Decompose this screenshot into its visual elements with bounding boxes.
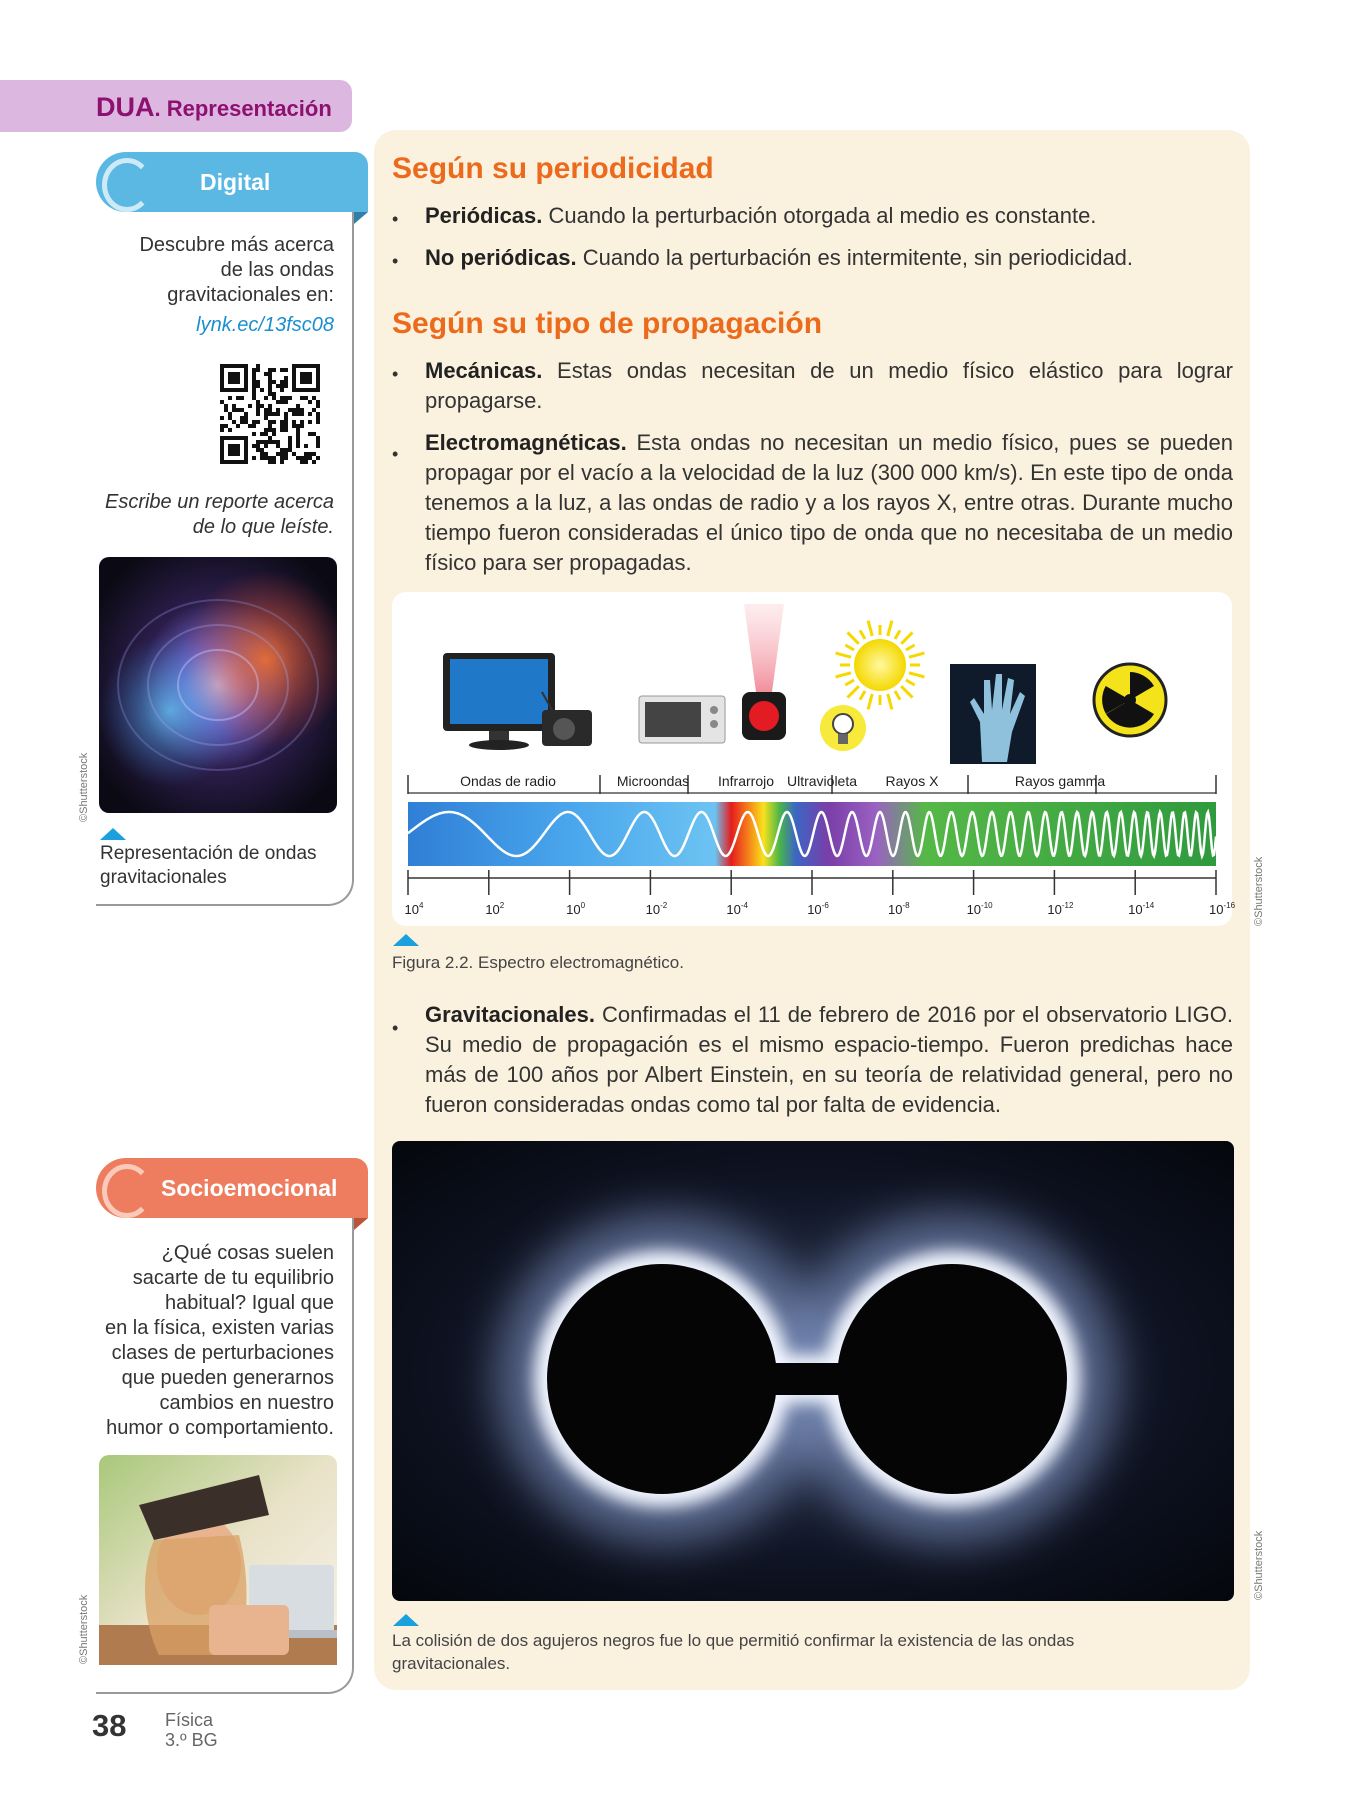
spectrum-region-label: Ultravioleta [786, 773, 858, 789]
image-credit: ©Shutterstock [78, 1594, 90, 1664]
gravitational-waves-image [99, 557, 337, 813]
bullet-icon: • [392, 1018, 399, 1038]
axis-tick-label: $10^4$ [404, 901, 424, 917]
bullet-gravitational: Gravitacionales. Confirmadas el 11 de febrero de 2016 por el observatorio LIGO. Su medio de propagación es el mismo espacio-tiempo. Fueron predichas hace más de 100 años por Albert Einstein, en su teoría de relatividad general, pero no fueron consideradas ondas como tal por falta de evidencia. [425, 1002, 1233, 1117]
image-credit: ©Shutterstock [78, 752, 90, 822]
x-ray-hand-icon [950, 664, 1036, 764]
subject-label: Física 3.º BG [165, 1710, 218, 1750]
bullet-non-periodic: No periódicas. Cuando la perturbación es intermitente, sin periodicidad. [425, 245, 1134, 270]
bullet-periodic: Periódicas. Cuando la perturbación otorgada al medio es constante. [425, 203, 1097, 228]
image-credit: ©Shutterstock [1253, 856, 1265, 926]
sun-icon [836, 621, 925, 710]
digital-text: Descubre más acerca de las ondas gravitacionales en: [139, 234, 334, 306]
socio-title: Socioemocional [161, 1175, 338, 1201]
spectrum-region-label: Ondas de radio [460, 773, 556, 789]
section-title-periodicity: Según su periodicidad [392, 152, 714, 185]
laser-icon [742, 604, 786, 740]
bullet-icon: • [392, 444, 399, 464]
radiation-icon [1094, 664, 1166, 736]
caption-marker-icon [100, 828, 126, 840]
axis-tick-label: $10^{-14}$ [1128, 901, 1155, 917]
stressed-student-photo [99, 1455, 337, 1665]
qr-code-icon[interactable] [220, 364, 320, 464]
caption-marker-icon [393, 934, 419, 946]
spectrum-region-label: Infrarrojo [717, 773, 775, 789]
microwave-oven-icon [639, 696, 725, 743]
axis-tick-label: $10^{-8}$ [888, 901, 910, 917]
axis-tick-label: $10^2$ [485, 901, 505, 917]
digital-title: Digital [200, 169, 271, 195]
digital-logo-icon [102, 158, 152, 212]
axis-tick-label: $10^{-12}$ [1047, 901, 1074, 917]
television-icon [443, 653, 555, 750]
figure-caption: Figura 2.2. Espectro electromagnético. [392, 953, 684, 972]
socio-text: ¿Qué cosas suelen sacarte de tu equilibrio habitual? Igual que en la física, existen varias clases de perturbaciones que pueden generarnos cambios en nuestro humor o comportamiento. [105, 1242, 334, 1439]
axis-tick-label: $10^{-6}$ [807, 901, 829, 917]
light-bulb-icon [820, 705, 866, 751]
spectrum-region-label: Rayos X [885, 773, 939, 789]
electromagnetic-spectrum-diagram [392, 592, 1236, 926]
page-number: 38 [92, 1708, 127, 1743]
bullet-icon: • [392, 364, 399, 384]
caption-marker-icon [393, 1614, 419, 1626]
image-credit: ©Shutterstock [1253, 1530, 1265, 1600]
socio-logo-icon [102, 1164, 152, 1218]
axis-tick-label: $10^{-2}$ [645, 901, 668, 917]
axis-tick-label: $10^{-10}$ [966, 901, 993, 917]
spectrum-region-label: Microondas [616, 773, 690, 789]
bullet-electromagnetic: Electromagnéticas. Esta ondas no necesitan un medio físico, pues se pueden propagar por el vacío a la velocidad de la luz (300 000 km/s). En este tipo de onda tenemos a la luz, a las ondas de radio y a los rayos X, entre otras. Durante mucho tiempo fueron consideradas el único tipo de onda que no necesitaba de un medio físico para ser propagadas. [425, 430, 1233, 575]
socio-header [96, 1158, 368, 1218]
digital-task: Escribe un reporte acerca de lo que leíste. [104, 491, 334, 538]
bullet-mechanical: Mecánicas. Estas ondas necesitan de un medio físico elástico para lograr propagarse. [425, 358, 1233, 413]
bullet-icon: • [392, 209, 399, 229]
digital-link[interactable]: lynk.ec/13fsc08 [196, 314, 334, 336]
section-title-propagation: Según su tipo de propagación [392, 307, 823, 340]
black-holes-collision-image [392, 1141, 1234, 1601]
digital-header [96, 152, 368, 212]
axis-tick-label: $10^{-4}$ [726, 901, 748, 917]
bullet-icon: • [392, 251, 399, 271]
blackhole-caption: La colisión de dos agujeros negros fue lo que permitió confirmar la existencia de las ondas gravitacionales. [392, 1631, 1075, 1673]
spectrum-region-label: Rayos gamma [1014, 773, 1106, 789]
axis-tick-label: $10^{-16}$ [1208, 901, 1236, 917]
dua-label: DUA. Representación [96, 92, 332, 122]
axis-tick-label: $10^0$ [566, 901, 586, 917]
digital-image-caption: Representación de ondas gravitacionales [100, 843, 317, 888]
